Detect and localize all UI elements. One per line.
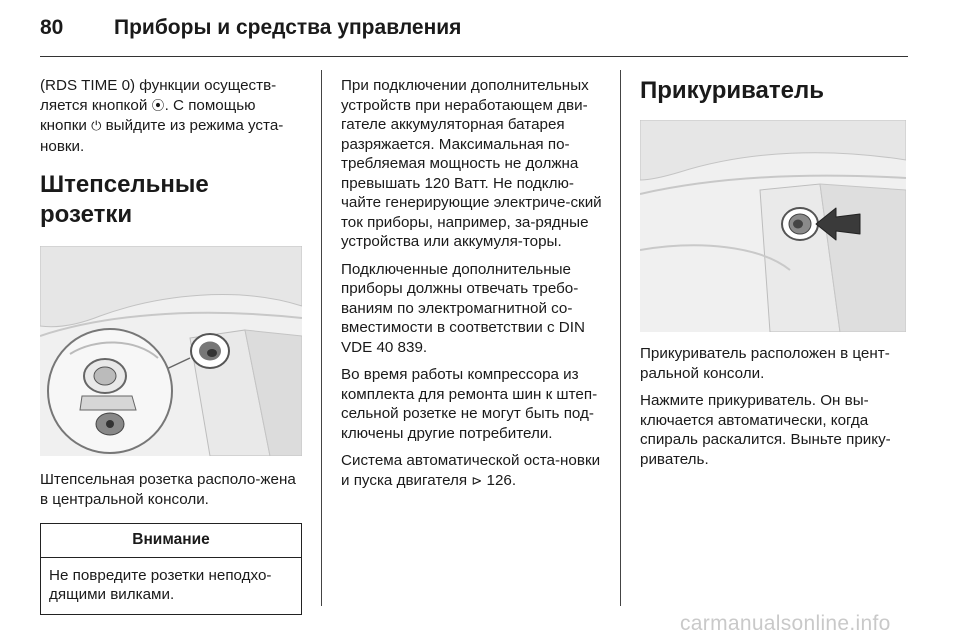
paragraph-emc: Подключенные дополнительные приборы должны отвечать требо-ваниям по электромагнитной со-вместимости в соответствии с DIN VDE 40 839.	[341, 260, 585, 356]
knob-icon: ⦿	[151, 98, 165, 114]
header-rule	[40, 56, 908, 57]
page-reference-icon: ⊳	[471, 473, 483, 489]
power-icon: ⏻	[91, 119, 102, 134]
socket-illustration	[40, 246, 302, 456]
intro-text-2: . С помощью кнопки	[40, 96, 256, 134]
socket-illustration-svg	[40, 246, 302, 456]
lighter-instructions: Нажмите прикуриватель. Он вы-ключается автоматически, когда спираль раскалится. Выньте прику-риватель.	[640, 392, 891, 468]
paragraph-power-limit: При подключении дополнительных устройств при неработающем дви-гателе аккумуляторная батарея разряжается. Максимальная по-требляемая мощность не должна превышать 120 Ватт. Не подклю-чайте генерирующие электриче-ский ток приборы, например, за-рядные устройства или аккумуля-торы.	[341, 77, 602, 250]
column-1	[40, 76, 302, 615]
column-3	[640, 76, 908, 477]
section-heading-lighter: Прикуриватель	[640, 77, 825, 104]
page-header	[40, 16, 461, 40]
intro-paragraph	[40, 76, 302, 156]
lighter-illustration	[640, 120, 906, 332]
lighter-location-text: Прикуриватель расположен в цент-ральной консоли.	[640, 345, 890, 382]
intro-text-1: (RDS TIME 0) функции осуществ-ляется кнопкой	[40, 77, 277, 114]
autostop-text: Система автоматической оста-новки и пуска двигателя	[341, 452, 601, 489]
paragraph-compressor: Во время работы компрессора из комплекта для ремонта шин к штеп-сельной розетке не могут быть под-ключены другие потребители.	[341, 366, 598, 442]
paragraph-autostop	[341, 451, 605, 491]
section-heading-sockets: Штепсельные розетки	[40, 171, 209, 228]
column-2	[341, 76, 605, 499]
column-divider-1	[321, 70, 322, 606]
autostop-page: 126.	[486, 471, 517, 489]
column-divider-2	[620, 70, 621, 606]
notice-title: Внимание	[41, 524, 301, 558]
notice-box	[40, 523, 302, 615]
lighter-illustration-svg	[640, 120, 906, 332]
notice-text: Не повредите розетки неподхо-дящими вилками.	[49, 566, 272, 603]
page-number: 80	[40, 16, 64, 39]
watermark: carmanualsonline.info	[680, 612, 891, 635]
intro-text-3: выйдите из режима уста-новки.	[40, 117, 284, 155]
socket-caption: Штепсельная розетка располо-жена в центральной консоли.	[40, 471, 296, 508]
page-title: Приборы и средства управления	[114, 16, 462, 39]
